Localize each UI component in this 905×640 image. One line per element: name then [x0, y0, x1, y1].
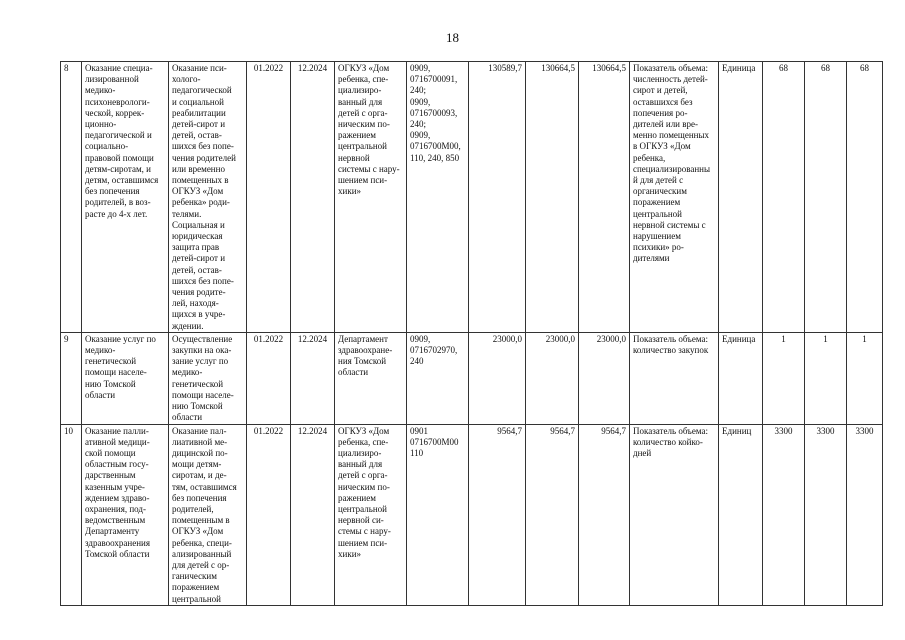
table-row — [61, 332, 883, 424]
table-row — [61, 62, 883, 333]
activity-description: Оказание пси- холого- педагогической и социальной реабилитации детей-сирот и детей, остав- шихся без попе- чения родителей или временно помещенных в ОГКУЗ «Дом ребенка» роди- телями. Социальная и юридическая защита прав детей-сирот и детей, остав- шихся без попе- чения родите- лей, находя- щихся в учре- ждении. — [169, 62, 247, 333]
unit: Единица — [719, 62, 763, 333]
funding-year-2: 9564,7 — [526, 424, 579, 605]
target-year-2: 1 — [805, 332, 847, 424]
funding-year-1: 23000,0 — [469, 332, 526, 424]
activity-name: Оказание услуг по медико- генетической помощи населе- нию Томской области — [82, 332, 169, 424]
end-date: 12.2024 — [291, 424, 335, 605]
page-number: 18 — [446, 30, 459, 45]
target-year-1: 1 — [763, 332, 805, 424]
target-year-3: 1 — [847, 332, 883, 424]
indicator: Показатель объема: численность детей- сирот и детей, оставшихся без попечения ро- дителей или вре- менно помещенных в ОГКУЗ «Дом ребенка, специализированны й для детей с органическим поражением центральной нервной системы с нарушением психики» ро- дителями — [630, 62, 719, 333]
start-date: 01.2022 — [247, 332, 291, 424]
end-date: 12.2024 — [291, 62, 335, 333]
activity-description: Оказание пал- лиативной ме- дицинской по- мощи детям- сиротам, и де- тям, оставшимся без попечения родителей, помещенным в ОГКУЗ «Дом ребенка, специ- ализированный для детей с ор- ганическим поражением центральной — [169, 424, 247, 605]
end-date: 12.2024 — [291, 332, 335, 424]
funding-year-3: 23000,0 — [579, 332, 630, 424]
indicator: Показатель объема: количество закупок — [630, 332, 719, 424]
row-number: 10 — [61, 424, 82, 605]
funding-year-2: 23000,0 — [526, 332, 579, 424]
executor: ОГКУЗ «Дом ребенка, спе- циализиро- ванный для детей с орга- ническим по- ражением центральной нервной си- стемы с нару- шением пси- хики» — [335, 424, 407, 605]
executor: ОГКУЗ «Дом ребенка, спе- циализиро- ванный для детей с орга- ническим по- ражением центральной нервной системы с нару- шением пси- хики» — [335, 62, 407, 333]
indicator: Показатель объема: количество койко- дней — [630, 424, 719, 605]
funding-year-1: 130589,7 — [469, 62, 526, 333]
target-year-2: 68 — [805, 62, 847, 333]
funding-year-3: 130664,5 — [579, 62, 630, 333]
activity-name: Оказание специа- лизированной медико- психоневрологи- ческой, коррек- ционно- педагогической и социально- правовой помощи детям-сиротам, и детям, оставшимся без попечения родителей, в воз- расте до 4-х лет. — [82, 62, 169, 333]
activity-description: Осуществление закупки на ока- зание услуг по медико- генетической помощи населе- нию Томской области — [169, 332, 247, 424]
start-date: 01.2022 — [247, 424, 291, 605]
unit: Единица — [719, 332, 763, 424]
funding-year-1: 9564,7 — [469, 424, 526, 605]
row-number: 8 — [61, 62, 82, 333]
funding-year-2: 130664,5 — [526, 62, 579, 333]
target-year-1: 68 — [763, 62, 805, 333]
budget-codes: 0901 0716700М00 110 — [407, 424, 469, 605]
start-date: 01.2022 — [247, 62, 291, 333]
table-row — [61, 424, 883, 605]
budget-codes: 0909, 0716702970, 240 — [407, 332, 469, 424]
target-year-1: 3300 — [763, 424, 805, 605]
program-activities-table — [60, 61, 883, 606]
funding-year-3: 9564,7 — [579, 424, 630, 605]
target-year-3: 68 — [847, 62, 883, 333]
row-number: 9 — [61, 332, 82, 424]
target-year-3: 3300 — [847, 424, 883, 605]
target-year-2: 3300 — [805, 424, 847, 605]
activity-name: Оказание палли- ативной медици- ской помощи областным госу- дарственным казенным учре- ждением здраво- охранения, под- ведомственным Департаменту здравоохранения Томской области — [82, 424, 169, 605]
unit: Единиц — [719, 424, 763, 605]
executor: Департамент здравоохране- ния Томской области — [335, 332, 407, 424]
budget-codes: 0909, 0716700091, 240; 0909, 0716700093, 240; 0909, 0716700М00, 110, 240, 850 — [407, 62, 469, 333]
